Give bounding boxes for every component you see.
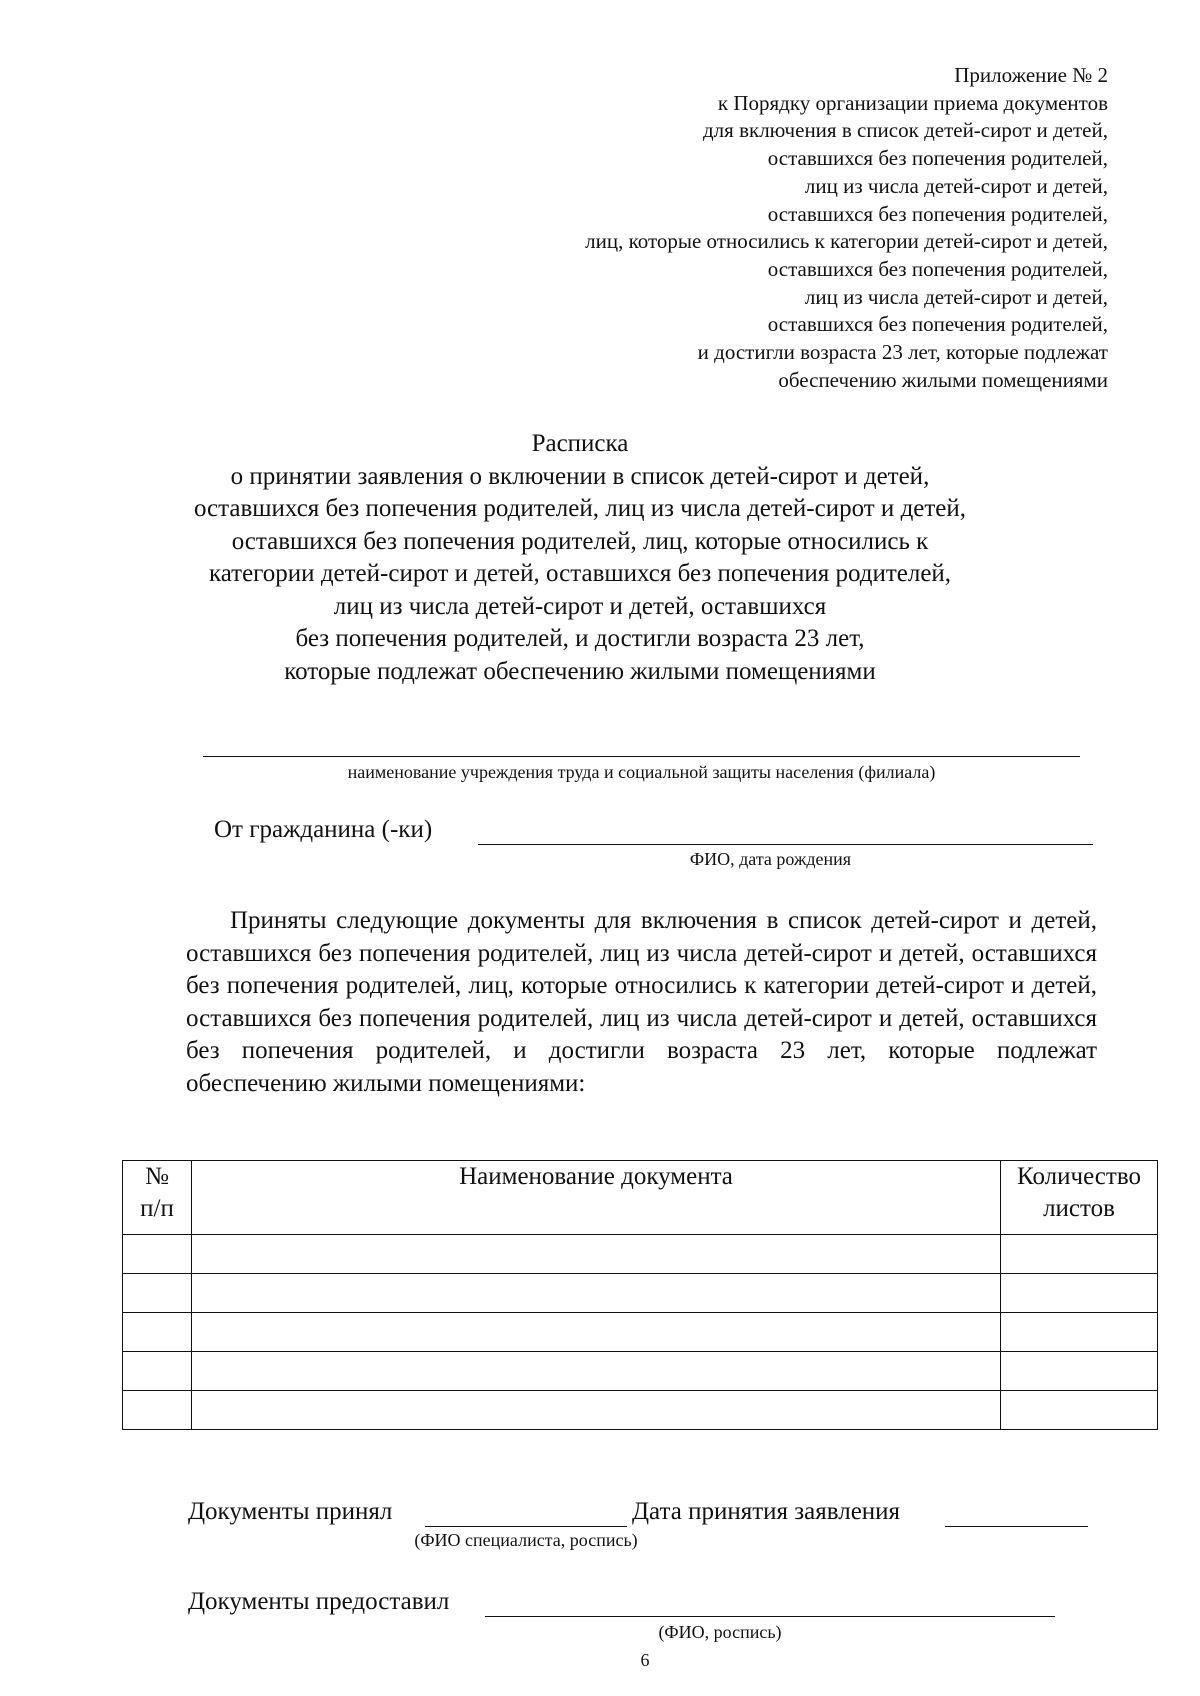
appendix-line: для включения в список детей-сирот и детей, xyxy=(703,118,1108,143)
title-line: категории детей-сирот и детей, оставшихся без попечения родителей, xyxy=(208,560,952,587)
cell-sheet-count[interactable] xyxy=(1001,1352,1158,1391)
institution-fill-line[interactable] xyxy=(203,756,1080,757)
citizen-caption: ФИО, дата рождения xyxy=(689,849,852,869)
header-number xyxy=(123,1161,192,1235)
documents-intro: Приняты следующие документы для включения в список детей-сирот и детей, оставшихся без попечения родителей, лиц из числа детей-сирот и детей, оставшихся без попечения родителей, лиц, которые относились к категории детей-сирот и детей, оставшихся без попечения родителей, лиц из числа детей-сирот и детей, оставшихся без попечения родителей, и достигли возраста 23 лет, которые подлежат обеспечению жилыми помещениями: xyxy=(186,907,1097,1097)
provided-caption: (ФИО, роспись) xyxy=(658,1622,782,1642)
accepted-caption: (ФИО специалиста, роспись) xyxy=(414,1530,638,1550)
institution-caption: наименование учреждения труда и социальной защиты населения (филиала) xyxy=(347,762,936,782)
title-line: оставшихся без попечения родителей, лиц, которые относились к xyxy=(231,527,929,555)
cell-number[interactable] xyxy=(123,1313,192,1352)
appendix-line: обеспечению жилыми помещениями xyxy=(778,367,1108,392)
appendix-line: оставшихся без попечения родителей, xyxy=(767,256,1108,281)
accepted-label: Документы принял xyxy=(188,1498,393,1525)
appendix-line: лиц из числа детей-сирот и детей, xyxy=(804,173,1108,198)
appendix-line: лиц, которые относились к категории детей-сирот и детей, xyxy=(585,229,1108,254)
appendix-line: и достигли возраста 23 лет, которые подлежат xyxy=(697,340,1108,365)
title-line: которые подлежат обеспечению жилыми помещениями xyxy=(284,657,876,685)
header-document-name: Наименование документа xyxy=(192,1161,1001,1235)
table-header-row xyxy=(123,1161,1158,1235)
cell-sheet-count[interactable] xyxy=(1001,1391,1158,1430)
header-qty-line2: листов xyxy=(1043,1195,1115,1222)
header-qty-line1: Количество xyxy=(1017,1163,1141,1190)
title-line: лиц из числа детей-сирот и детей, оставшихся xyxy=(333,592,827,620)
accepted-fill-line[interactable] xyxy=(425,1526,627,1527)
cell-document-name[interactable] xyxy=(192,1352,1001,1391)
documents-table xyxy=(122,1160,1158,1430)
cell-document-name[interactable] xyxy=(192,1313,1001,1352)
table-row xyxy=(123,1274,1158,1313)
page-number: 6 xyxy=(640,1650,650,1670)
appendix-line: к Порядку организации приема документов xyxy=(717,90,1108,115)
title-line: оставшихся без попечения родителей, лиц из числа детей-сирот и детей, xyxy=(193,495,967,522)
date-fill-line[interactable] xyxy=(945,1526,1088,1527)
appendix-line: Приложение № 2 xyxy=(954,63,1108,87)
cell-sheet-count[interactable] xyxy=(1001,1313,1158,1352)
appendix-line: оставшихся без попечения родителей, xyxy=(767,146,1108,171)
provided-fill-line[interactable] xyxy=(485,1616,1055,1617)
table-row xyxy=(123,1235,1158,1274)
cell-sheet-count[interactable] xyxy=(1001,1274,1158,1313)
cell-number[interactable] xyxy=(123,1391,192,1430)
cell-sheet-count[interactable] xyxy=(1001,1235,1158,1274)
header-sheet-count xyxy=(1001,1161,1158,1235)
title-line: о принятии заявления о включении в список детей-сирот и детей, xyxy=(230,462,930,490)
header-number-line1: № xyxy=(145,1163,169,1190)
appendix-header xyxy=(408,62,1108,394)
cell-document-name[interactable] xyxy=(192,1235,1001,1274)
provided-label: Документы предоставил xyxy=(188,1588,450,1615)
cell-document-name[interactable] xyxy=(192,1391,1001,1430)
cell-document-name[interactable] xyxy=(192,1274,1001,1313)
title-line: без попечения родителей, и достигли возраста 23 лет, xyxy=(295,625,865,652)
receipt-title xyxy=(130,428,1030,688)
appendix-line: оставшихся без попечения родителей, xyxy=(767,201,1108,226)
citizen-label: От гражданина (-ки) xyxy=(214,816,433,843)
appendix-line: лиц из числа детей-сирот и детей, xyxy=(804,284,1108,309)
table-row xyxy=(123,1352,1158,1391)
cell-number[interactable] xyxy=(123,1352,192,1391)
cell-number[interactable] xyxy=(123,1235,192,1274)
citizen-fill-line[interactable] xyxy=(478,844,1093,845)
cell-number[interactable] xyxy=(123,1274,192,1313)
table-row xyxy=(123,1313,1158,1352)
appendix-line: оставшихся без попечения родителей, xyxy=(767,312,1108,337)
date-label: Дата принятия заявления xyxy=(632,1498,901,1525)
receipt-heading: Расписка xyxy=(531,430,629,457)
header-number-line2: п/п xyxy=(140,1195,174,1222)
table-row xyxy=(123,1391,1158,1430)
